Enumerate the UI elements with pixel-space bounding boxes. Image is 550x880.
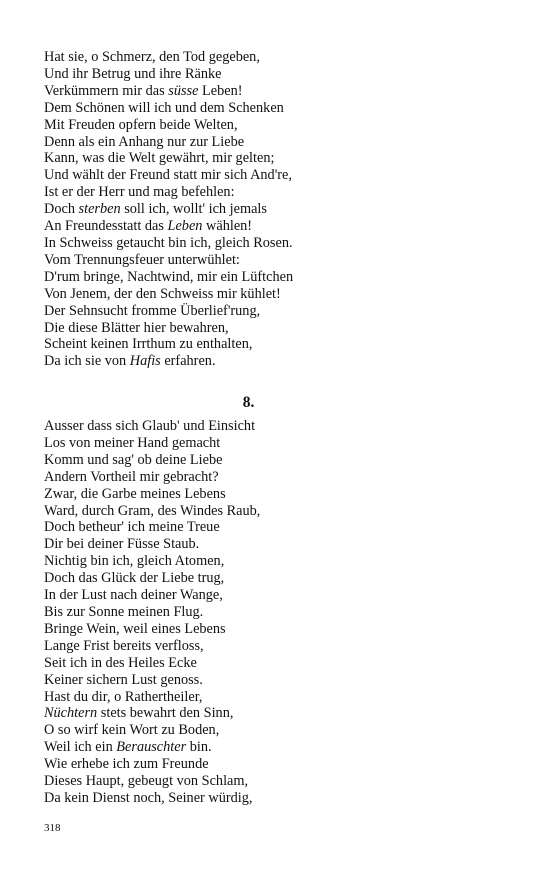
verse-text: Leben! — [198, 82, 243, 99]
verse-line — [44, 235, 514, 252]
verse-emphasis: süsse — [168, 82, 199, 99]
verse-line — [44, 570, 514, 587]
verse-text: stets bewahrt den Sinn, — [97, 705, 234, 722]
verse-text: Scheint keinen Irrthum zu enthalten, — [44, 336, 253, 353]
verse-line — [44, 49, 514, 66]
verse-text: Zwar, die Garbe meines Lebens — [44, 485, 226, 502]
verse-line — [44, 336, 514, 353]
verse-emphasis: Nüchtern — [44, 705, 98, 722]
verse-emphasis: sterben — [78, 201, 121, 218]
verse-text: Denn als ein Anhang nur zur Liebe — [44, 133, 245, 150]
poem-continued-stanza — [44, 49, 514, 370]
verse-text: Hast du dir, o Rathertheiler, — [44, 688, 203, 705]
verse-line — [44, 418, 514, 435]
verse-line — [44, 167, 514, 184]
verse-text: Lange Frist bereits verfloss, — [44, 637, 204, 654]
verse-text: An Freundesstatt das — [44, 218, 168, 235]
verse-line — [44, 134, 514, 151]
verse-text: Dem Schönen will ich und dem Schenken — [44, 99, 284, 116]
section-number-heading: 8. — [242, 394, 255, 411]
verse-text: Und ihr Betrug und ihre Ränke — [44, 65, 222, 82]
verse-line — [44, 201, 514, 218]
verse-text: Los von meiner Hand gemacht — [44, 434, 221, 451]
verse-line — [44, 756, 514, 773]
verse-text: Doch — [44, 201, 79, 218]
verse-text: bin. — [186, 739, 212, 756]
verse-line — [44, 773, 514, 790]
verse-line — [44, 519, 514, 536]
verse-text: Ist er der Herr und mag befehlen: — [44, 184, 235, 201]
verse-line — [44, 739, 514, 756]
poem-section-8-stanza — [44, 418, 514, 807]
verse-text: Mit Freuden opfern beide Welten, — [44, 116, 238, 133]
verse-emphasis: Berauschter — [116, 739, 187, 756]
verse-text: Und wählt der Freund statt mir sich And're, — [44, 167, 292, 184]
verse-line — [44, 269, 514, 286]
verse-text: erfahren. — [160, 353, 216, 370]
verse-text: Nichtig bin ich, gleich Atomen, — [44, 553, 225, 570]
verse-text: In der Lust nach deiner Wange, — [44, 587, 223, 604]
verse-emphasis: Hafis — [129, 353, 161, 370]
verse-text: Verkümmern mir das — [44, 82, 169, 99]
verse-line — [44, 320, 514, 337]
verse-line — [44, 100, 514, 117]
verse-text: Dir bei deiner Füsse Staub. — [44, 536, 200, 553]
verse-text: Seit ich in des Heiles Ecke — [44, 654, 197, 671]
verse-text: Ausser dass sich Glaub' und Einsicht — [44, 418, 256, 434]
page-number: 318 — [44, 822, 61, 834]
verse-line — [44, 117, 514, 134]
verse-line — [44, 452, 514, 469]
verse-line — [44, 621, 514, 638]
verse-line — [44, 689, 514, 706]
verse-line — [44, 83, 514, 100]
verse-text: Kann, was die Welt gewährt, mir gelten; — [44, 150, 275, 167]
verse-text: Wie erhebe ich zum Freunde — [44, 756, 209, 773]
verse-line — [44, 435, 514, 452]
verse-line — [44, 66, 514, 83]
verse-line — [44, 655, 514, 672]
verse-text: Weil ich ein — [44, 739, 117, 756]
verse-text: Da ich sie von — [44, 353, 130, 370]
verse-text: Doch das Glück der Liebe trug, — [44, 570, 225, 587]
verse-line — [44, 705, 514, 722]
verse-text: Von Jenem, der den Schweiss mir kühlet! — [44, 285, 281, 302]
verse-text: Die diese Blätter hier bewahren, — [44, 319, 229, 336]
verse-text: wählen! — [202, 218, 253, 235]
verse-text: Hat sie, o Schmerz, den Tod gegeben, — [44, 49, 260, 65]
verse-line — [44, 587, 514, 604]
verse-line — [44, 604, 514, 621]
verse-line — [44, 486, 514, 503]
verse-line — [44, 469, 514, 486]
verse-line — [44, 303, 514, 320]
verse-line — [44, 184, 514, 201]
verse-line — [44, 638, 514, 655]
verse-line — [44, 672, 514, 689]
verse-text: Dieses Haupt, gebeugt von Schlam, — [44, 773, 249, 790]
verse-line — [44, 536, 514, 553]
verse-line — [44, 790, 514, 807]
verse-line — [44, 553, 514, 570]
verse-text: O so wirf kein Wort zu Boden, — [44, 722, 220, 739]
verse-line — [44, 722, 514, 739]
verse-text: Da kein Dienst noch, Seiner würdig, — [44, 789, 253, 806]
verse-line — [44, 286, 514, 303]
verse-line — [44, 353, 514, 370]
verse-line — [44, 252, 514, 269]
verse-text: Bringe Wein, weil eines Lebens — [44, 620, 226, 637]
verse-text: Der Sehnsucht fromme Überlief'rung, — [44, 302, 261, 319]
verse-text: D'rum bringe, Nachtwind, mir ein Lüftchen — [44, 268, 294, 285]
verse-text: Ward, durch Gram, des Windes Raub, — [44, 502, 261, 519]
verse-line — [44, 218, 514, 235]
verse-text: In Schweiss getaucht bin ich, gleich Rosen. — [44, 234, 293, 251]
verse-text: Andern Vortheil mir gebracht? — [44, 468, 219, 485]
verse-text: Doch betheur' ich meine Treue — [44, 519, 220, 536]
verse-emphasis: Leben — [167, 218, 203, 235]
verse-text: soll ich, wollt' ich jemals — [120, 201, 267, 218]
verse-text: Komm und sag' ob deine Liebe — [44, 451, 223, 468]
verse-line — [44, 150, 514, 167]
verse-line — [44, 503, 514, 520]
verse-text: Bis zur Sonne meinen Flug. — [44, 603, 204, 620]
verse-text: Keiner sichern Lust genoss. — [44, 671, 203, 688]
verse-text: Vom Trennungsfeuer unterwühlet: — [44, 251, 240, 268]
